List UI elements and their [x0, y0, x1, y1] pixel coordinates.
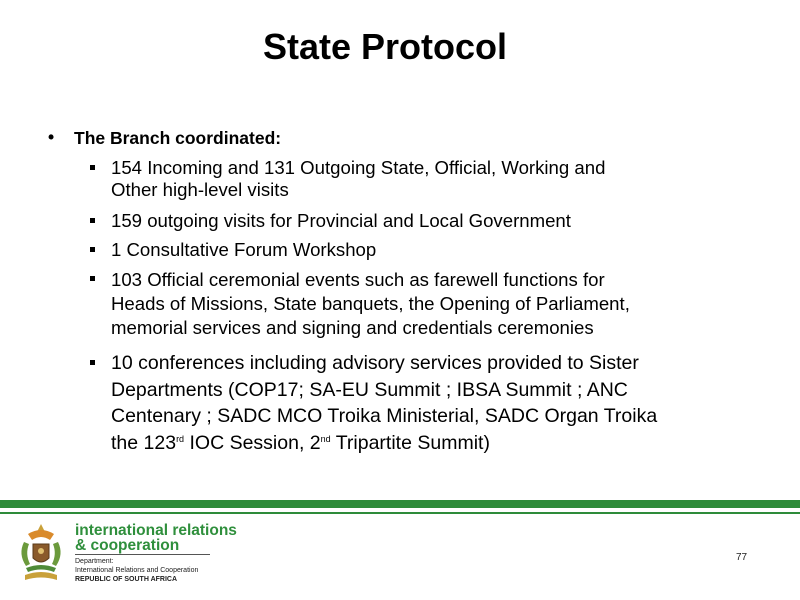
footer-green-line: [0, 512, 800, 514]
org-name-line2: & cooperation: [75, 537, 180, 554]
bullet-line: 1 Consultative Forum Workshop: [111, 239, 377, 260]
bullet-line: 10 conferences including advisory services provided to Sister: [111, 352, 639, 374]
bullet-line: memorial services and signing and credentials ceremonies: [111, 317, 594, 338]
bullet-dot-icon: •: [48, 127, 55, 147]
list-item: [48, 350, 768, 456]
org-name-line1: international relations: [75, 522, 237, 539]
bullet-line: Other high-level visits: [111, 179, 289, 200]
list-item: [48, 157, 768, 201]
bullet-line: Departments (COP17; SA-EU Summit ; IBSA Summit ; ANC: [111, 378, 628, 401]
footer-green-bar: [0, 500, 800, 508]
bullet-line: the 123rd IOC Session, 2nd Tripartite Summit): [111, 431, 490, 454]
list-item: [48, 268, 768, 340]
bullet-line: 103 Official ceremonial events such as farewell functions for: [111, 269, 605, 290]
page-number: 77: [736, 552, 748, 563]
square-bullet-icon: [90, 276, 95, 281]
square-bullet-icon: [90, 247, 95, 252]
sub-bullet-list: [48, 157, 768, 456]
slide-title: State Protocol: [262, 26, 508, 67]
department-label: Department:: [75, 558, 114, 565]
square-bullet-icon: [90, 360, 95, 365]
footer-divider: [75, 554, 210, 555]
bullet-line: Heads of Missions, State banquets, the Opening of Parliament,: [111, 293, 630, 314]
heading-bullet: [48, 128, 768, 149]
square-bullet-icon: [90, 218, 95, 223]
square-bullet-icon: [90, 165, 95, 170]
list-item: [48, 239, 768, 261]
bullet-line: Centenary ; SADC MCO Troika Ministerial, SADC Organ Troika: [111, 405, 658, 427]
list-item: [48, 210, 768, 232]
department-name: International Relations and Cooperation: [75, 567, 199, 574]
heading-text: The Branch coordinated:: [74, 128, 282, 148]
slide-content: [48, 128, 768, 456]
bullet-line: 159 outgoing visits for Provincial and Local Government: [111, 210, 571, 231]
country-name: REPUBLIC OF SOUTH AFRICA: [75, 576, 178, 583]
coat-of-arms-icon: [16, 520, 66, 586]
bullet-line: 154 Incoming and 131 Outgoing State, Official, Working and: [111, 157, 606, 178]
